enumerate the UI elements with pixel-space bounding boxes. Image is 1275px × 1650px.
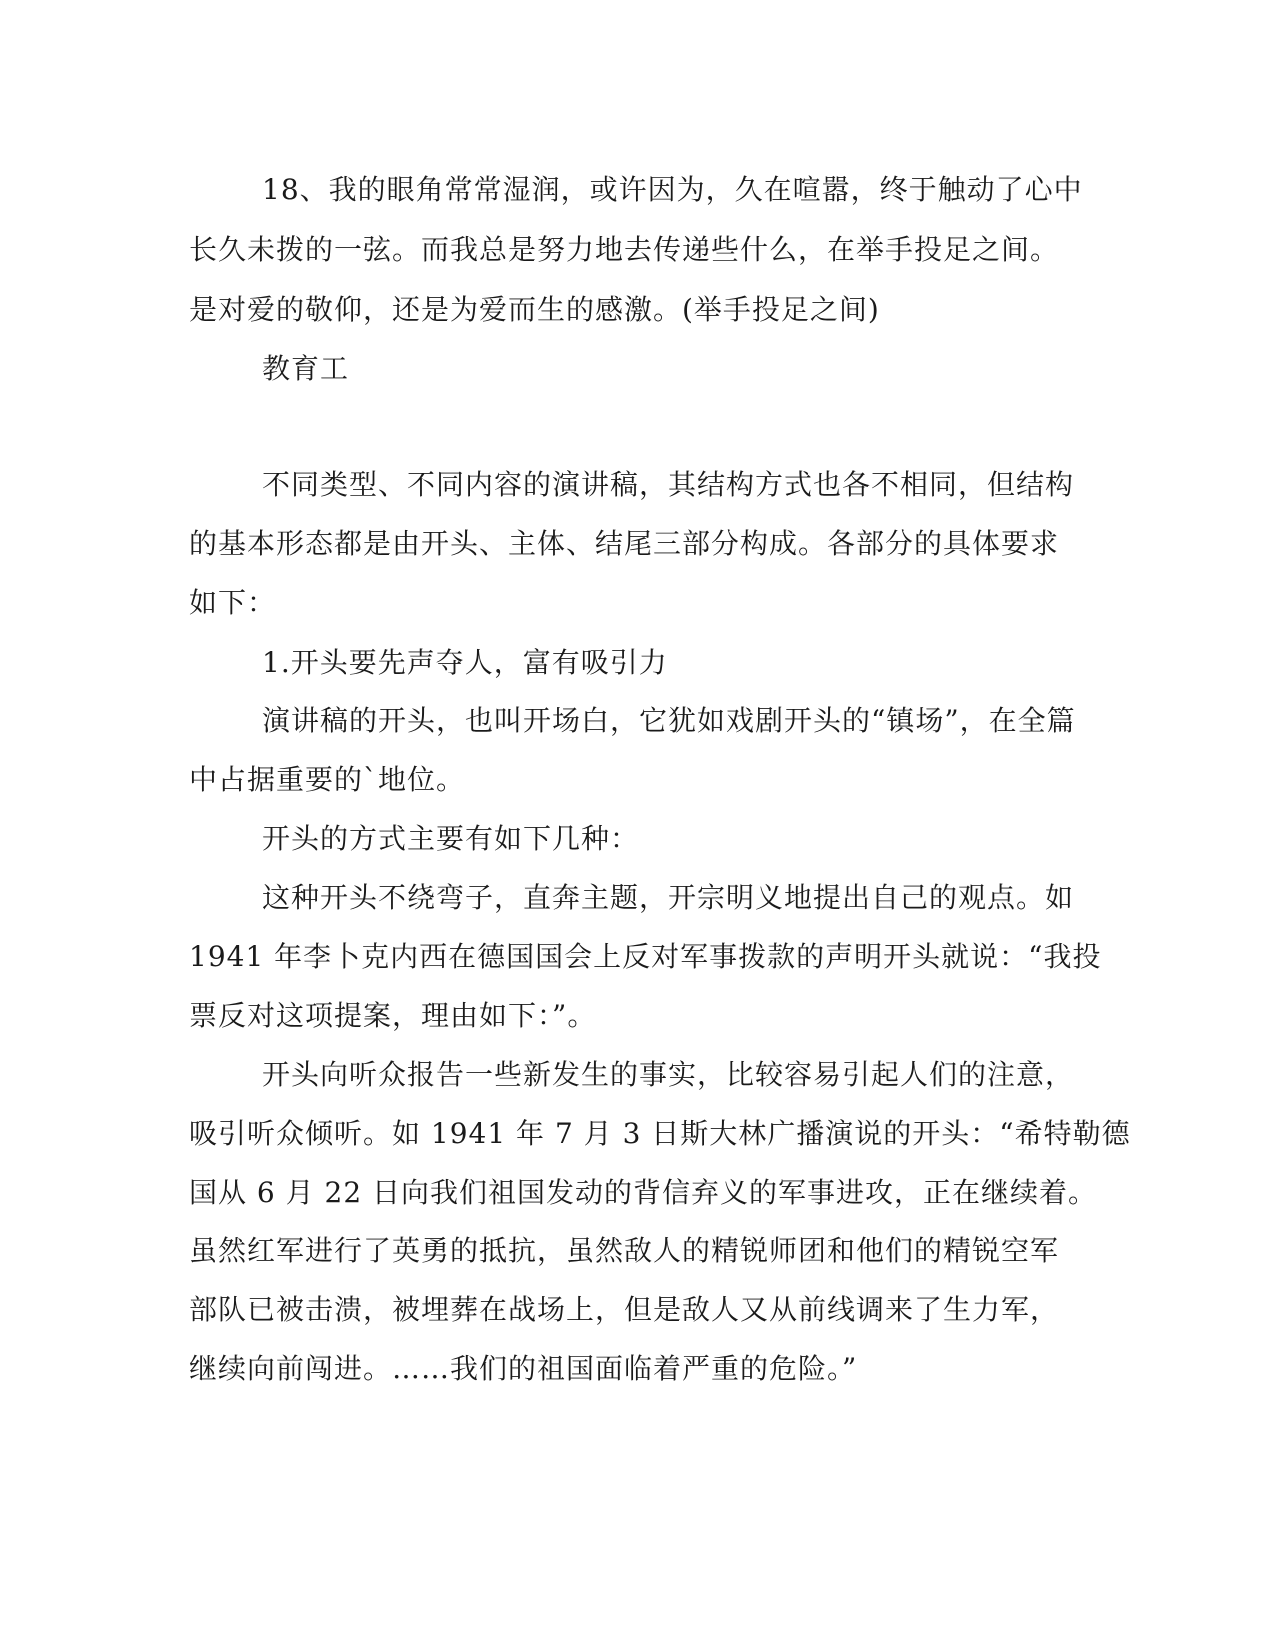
paragraph-line: 18、我的眼角常常湿润，或许因为，久在喧嚣，终于触动了心中 [262, 173, 1083, 206]
paragraph-line: 继续向前闯进。……我们的祖国面临着严重的危险。” [189, 1352, 858, 1385]
paragraph-line: 开头的方式主要有如下几种： [262, 822, 640, 855]
paragraph-line: 1941 年李卜克内西在德国国会上反对军事拨款的声明开头就说：“我投 [189, 940, 1102, 973]
paragraph-line: 票反对这项提案，理由如下：”。 [189, 999, 597, 1032]
paragraph-line: 教育工 [262, 352, 350, 385]
paragraph-line: 这种开头不绕弯子，直奔主题，开宗明义地提出自己的观点。如 [262, 881, 1075, 914]
paragraph-line: 虽然红军进行了英勇的抵抗，虽然敌人的精锐师团和他们的精锐空军 [189, 1234, 1060, 1267]
paragraph-line: 长久未拨的一弦。而我总是努力地去传递些什么，在举手投足之间。 [189, 233, 1060, 266]
paragraph-line: 不同类型、不同内容的演讲稿，其结构方式也各不相同，但结构 [262, 468, 1075, 501]
paragraph-line: 开头向听众报告一些新发生的事实，比较容易引起人们的注意， [262, 1058, 1075, 1091]
section-heading: 1.开头要先声夺人，富有吸引力 [262, 646, 668, 679]
paragraph-line: 如下： [189, 586, 277, 619]
paragraph-line: 部队已被击溃，被埋葬在战场上，但是敌人又从前线调来了生力军， [189, 1293, 1060, 1326]
paragraph-line: 国从 6 月 22 日向我们祖国发动的背信弃义的军事进攻，正在继续着。 [189, 1176, 1098, 1209]
paragraph-line: 的基本形态都是由开头、主体、结尾三部分构成。各部分的具体要求 [189, 527, 1060, 560]
paragraph-line: 中占据重要的`地位。 [189, 763, 466, 796]
paragraph-line: 演讲稿的开头，也叫开场白，它犹如戏剧开头的“镇场”，在全篇 [262, 704, 1076, 737]
paragraph-line: 是对爱的敬仰，还是为爱而生的感激。(举手投足之间) [189, 293, 880, 326]
paragraph-line: 吸引听众倾听。如 1941 年 7 月 3 日斯大林广播演说的开头：“希特勒德 [189, 1117, 1131, 1150]
